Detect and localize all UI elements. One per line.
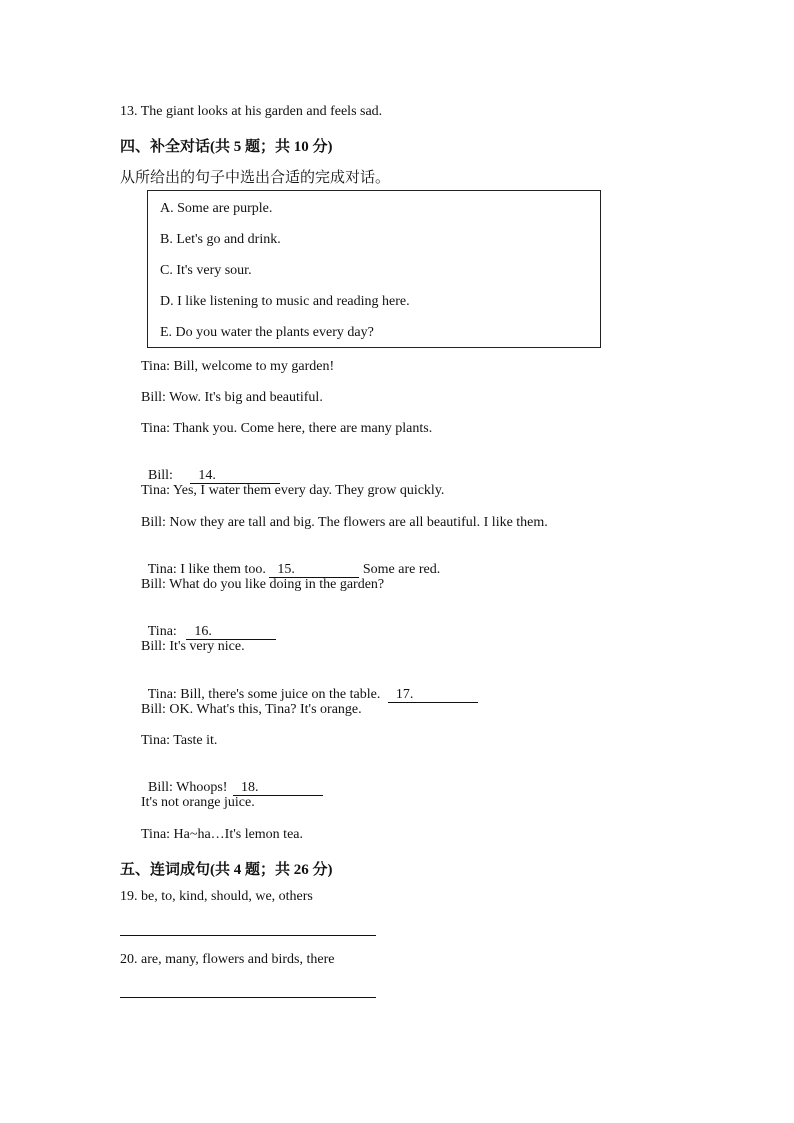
- option-b: B. Let's go and drink.: [160, 232, 281, 247]
- dialogue-line-1: Tina: Bill, welcome to my garden!: [141, 359, 335, 374]
- dialogue-line-5: Tina: Yes, I water them every day. They grow quickly.: [141, 483, 445, 498]
- answer-line-19[interactable]: [120, 935, 376, 936]
- section-4-instruction: 从所给出的句子中选出合适的完成对话。: [120, 170, 391, 186]
- dialogue-line-2: Bill: Wow. It's big and beautiful.: [141, 390, 323, 405]
- dialogue-line-8: Bill: What do you like doing in the garden?: [141, 577, 385, 592]
- speaker-label: Tina:: [147, 624, 181, 639]
- dialogue-line-15: It's not orange juice.: [141, 795, 255, 810]
- dialogue-line-16: Tina: Ha~ha…It's lemon tea.: [141, 827, 303, 842]
- dialogue-line-14: [141, 764, 323, 796]
- option-d: D. I like listening to music and reading here.: [160, 294, 410, 309]
- answer-line-20[interactable]: [120, 997, 376, 998]
- answer-blank-14[interactable]: 14.: [190, 468, 280, 484]
- dialogue-line-13: Tina: Taste it.: [141, 733, 218, 748]
- speaker-label: Bill:: [148, 468, 177, 483]
- dialogue-line-7: [141, 546, 440, 578]
- dialogue-text: Some are red.: [359, 562, 441, 577]
- dialogue-line-12: Bill: OK. What's this, Tina? It's orange.: [141, 702, 362, 717]
- dialogue-text: Tina: I like them too.: [147, 562, 270, 577]
- question-20: 20. are, many, flowers and birds, there: [120, 952, 335, 967]
- dialogue-line-11: [141, 671, 478, 703]
- dialogue-text: Bill: Whoops!: [148, 780, 231, 795]
- dialogue-text: Tina: Bill, there's some juice on the table.: [147, 687, 384, 702]
- dialogue-line-3: Tina: Thank you. Come here, there are many plants.: [141, 421, 433, 436]
- question-19: 19. be, to, kind, should, we, others: [120, 889, 313, 904]
- dialogue-line-9: [141, 608, 276, 640]
- section-5-heading: 五、连词成句(共 4 题；共 26 分): [120, 862, 333, 878]
- dialogue-line-4: [141, 452, 280, 484]
- options-box: [147, 190, 601, 348]
- answer-blank-18[interactable]: 18.: [233, 780, 323, 796]
- dialogue-line-10: Bill: It's very nice.: [141, 639, 245, 654]
- answer-blank-15[interactable]: 15.: [269, 562, 359, 578]
- answer-blank-16[interactable]: 16.: [186, 624, 276, 640]
- answer-blank-17[interactable]: 17.: [388, 687, 478, 703]
- option-a: A. Some are purple.: [160, 201, 273, 216]
- dialogue-line-6: Bill: Now they are tall and big. The flowers are all beautiful. I like them.: [141, 515, 548, 530]
- question-13: 13. The giant looks at his garden and feels sad.: [120, 104, 383, 119]
- option-e: E. Do you water the plants every day?: [160, 325, 374, 340]
- section-4-heading: 四、补全对话(共 5 题；共 10 分): [120, 139, 333, 155]
- option-c: C. It's very sour.: [160, 263, 252, 278]
